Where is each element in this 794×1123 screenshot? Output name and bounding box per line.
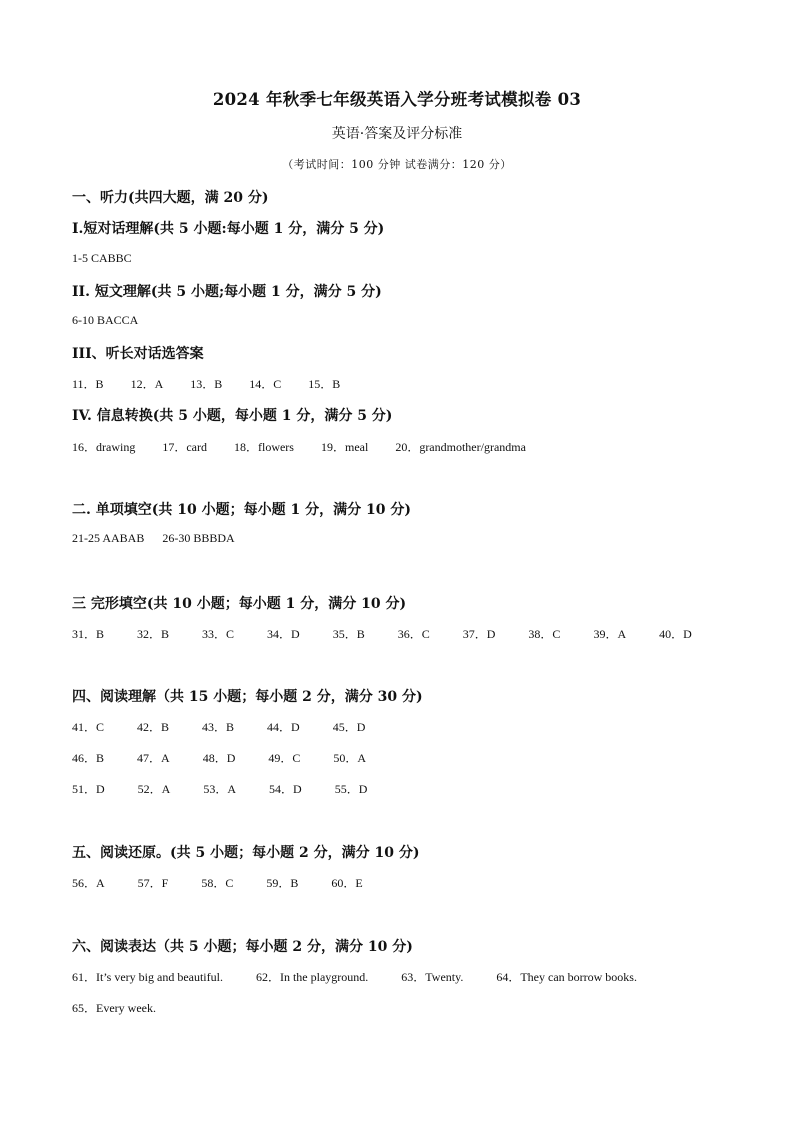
answer-item: 18．flowers — [233, 440, 294, 454]
answer-item: 38．C — [528, 627, 561, 641]
answer-item: 48．D — [202, 751, 236, 765]
exam-info-note: （考试时间：100 分钟 试卷满分：120 分） — [282, 158, 512, 171]
single-choice-heading: 二. 单项填空(共 10 小题；每小题 1 分，满分 10 分) — [72, 502, 411, 518]
answer-item: 58．C — [201, 876, 234, 890]
answer-item: 51．D — [72, 782, 105, 796]
answer-item: 45．D — [332, 720, 366, 734]
answer-item: 54．D — [269, 782, 302, 796]
answer-item: 50．A — [333, 751, 367, 765]
answer-item: 46．B — [72, 751, 105, 765]
answer-item: 37．D — [462, 627, 496, 641]
answer-item: 60．E — [331, 876, 363, 890]
answer-item: 43．B — [202, 720, 235, 734]
answer-item: 59．B — [266, 876, 299, 890]
answer-item: 19．meal — [320, 440, 369, 454]
answer-item: 41．C — [72, 720, 105, 734]
listening-part4-answers — [72, 438, 526, 455]
cloze-answers — [72, 625, 692, 642]
answer-item: 35．B — [332, 627, 365, 641]
answer-item: 32．B — [137, 627, 170, 641]
answer-item: 15．B — [308, 377, 341, 391]
answer-item: 16．drawing — [72, 440, 136, 454]
answer-item: 62．In the playground. — [255, 970, 369, 984]
cloze-heading: 三 完形填空(共 10 小题；每小题 1 分，满分 10 分) — [72, 596, 407, 612]
answer-item: 56．A — [72, 876, 105, 890]
answer-item: 42．B — [137, 720, 170, 734]
answer-item: 49．C — [268, 751, 301, 765]
answer-item: 13．B — [190, 377, 223, 391]
answer-item: 40．D — [659, 627, 692, 641]
listening-part2-answers: 6-10 BACCA — [72, 313, 139, 327]
page-title: 2024 年秋季七年级英语入学分班考试模拟卷 03 — [212, 90, 582, 109]
answer-item: 64．They can borrow books. — [496, 970, 637, 984]
answer-item: 61．It’s very big and beautiful. — [72, 970, 223, 984]
answer-item: 53．A — [203, 782, 237, 796]
reading-answers-row-2 — [72, 749, 366, 766]
answer-item: 17．card — [162, 440, 207, 454]
expression-answers — [72, 968, 637, 985]
answer-item: 20．grandmother/grandma — [395, 440, 526, 454]
listening-part4-heading: IV. 信息转换(共 5 小题，每小题 1 分，满分 5 分) — [72, 408, 393, 424]
answer-item: 34．D — [267, 627, 300, 641]
answer-item: 14．C — [249, 377, 282, 391]
answer-item: 55．D — [334, 782, 368, 796]
expression-answer-last: 65．Every week. — [72, 1001, 156, 1015]
listening-part1-heading: Ⅰ.短对话理解(共 5 小题:每小题 1 分，满分 5 分) — [72, 221, 385, 237]
restore-heading: 五、阅读还原。(共 5 小题；每小题 2 分，满分 10 分) — [72, 845, 420, 861]
page-subtitle: 英语·答案及评分标准 — [331, 126, 463, 142]
listening-heading: 一、听力(共四大题，满 20 分) — [72, 190, 269, 206]
listening-part2-heading: II. 短文理解(共 5 小题;每小题 1 分，满分 5 分) — [72, 284, 382, 300]
listening-part3-answers — [72, 375, 340, 392]
expression-heading: 六、阅读表达（共 5 小题；每小题 2 分，满分 10 分) — [72, 939, 413, 955]
answer-item: 33．C — [202, 627, 235, 641]
answer-item: 63．Twenty. — [401, 970, 464, 984]
answer-item: 12．A — [130, 377, 164, 391]
answer-item: 11．B — [72, 377, 104, 391]
restore-answers — [72, 874, 363, 891]
answer-item: 39．A — [593, 627, 627, 641]
answer-item: 57．F — [137, 876, 169, 890]
answer-item: 31．B — [72, 627, 105, 641]
reading-answers-row-1 — [72, 718, 365, 735]
single-choice-answers: 21-25 AABAB 26-30 BBBDA — [72, 531, 235, 545]
answer-item: 44．D — [267, 720, 300, 734]
listening-part3-heading: III、听长对话选答案 — [72, 346, 204, 362]
reading-heading: 四、阅读理解（共 15 小题；每小题 2 分，满分 30 分) — [72, 689, 423, 705]
reading-answers-row-3 — [72, 780, 367, 797]
answer-item: 47．A — [137, 751, 170, 765]
answer-item: 52．A — [137, 782, 171, 796]
answer-item: 36．C — [397, 627, 430, 641]
listening-part1-answers: 1-5 CABBC — [72, 251, 132, 265]
